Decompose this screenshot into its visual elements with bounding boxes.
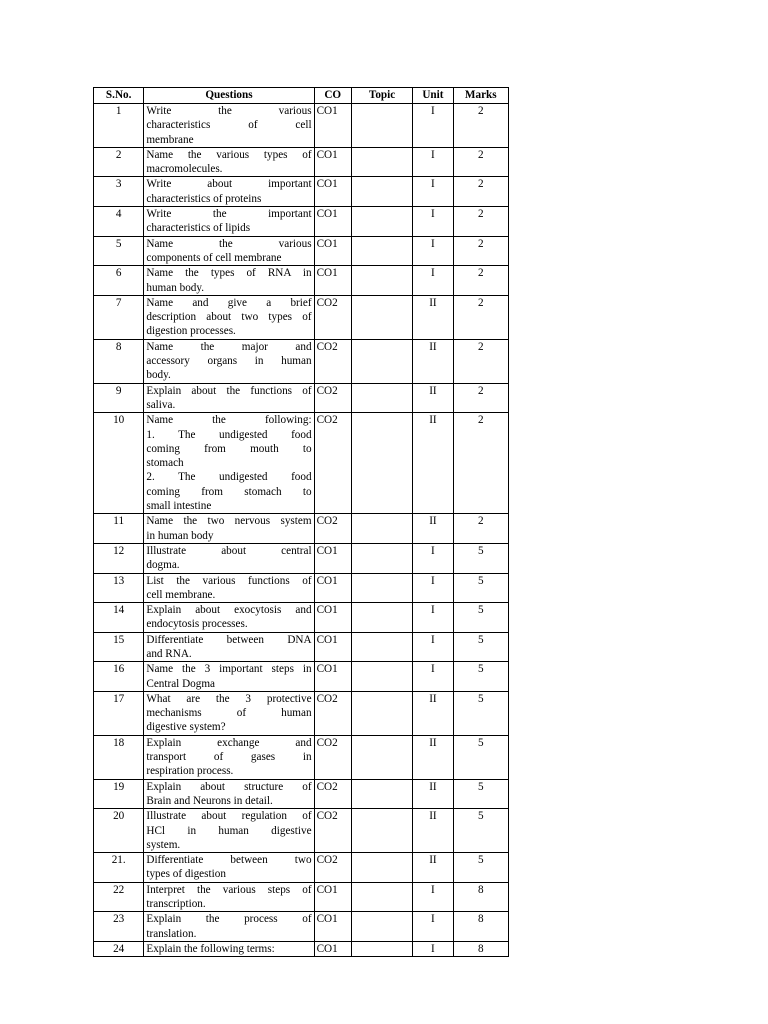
question-text-line: Name the major and <box>146 340 312 353</box>
table-row <box>94 853 509 883</box>
question-cell <box>144 882 314 912</box>
header-questions: Questions <box>144 88 314 104</box>
question-text-line: characteristics of lipids <box>146 222 251 235</box>
question-text-line: coming from stomach to <box>146 485 312 498</box>
serial-number-cell: 10 <box>94 413 144 514</box>
topic-cell <box>351 809 412 853</box>
question-text-line: Interpret the various steps of <box>146 883 312 896</box>
question-text-line: Brain and Neurons in detail. <box>146 794 273 807</box>
course-outcome-cell: CO1 <box>314 207 351 237</box>
question-cell <box>144 632 314 662</box>
question-text-line: cell membrane. <box>146 588 216 601</box>
marks-cell: 8 <box>453 941 508 956</box>
question-text-line: membrane <box>146 133 194 146</box>
unit-cell: I <box>413 207 453 237</box>
question-text-line: Illustrate about regulation of <box>146 810 312 823</box>
question-text-line: dogma. <box>146 559 180 572</box>
marks-cell: 5 <box>453 809 508 853</box>
table-row <box>94 691 509 735</box>
unit-cell: I <box>413 941 453 956</box>
table-body <box>94 104 509 957</box>
table-row <box>94 543 509 573</box>
unit-cell: II <box>413 779 453 809</box>
question-text-line: body. <box>146 369 171 382</box>
topic-cell <box>351 603 412 633</box>
unit-cell: I <box>413 147 453 177</box>
question-cell <box>144 573 314 603</box>
topic-cell <box>351 912 412 942</box>
table-row <box>94 735 509 779</box>
course-outcome-cell: CO1 <box>314 177 351 207</box>
topic-cell <box>351 295 412 339</box>
table-row <box>94 295 509 339</box>
question-cell <box>144 912 314 942</box>
marks-cell: 2 <box>453 295 508 339</box>
unit-cell: II <box>413 853 453 883</box>
header-marks: Marks <box>453 88 508 104</box>
course-outcome-cell: CO2 <box>314 514 351 544</box>
unit-cell: II <box>413 295 453 339</box>
question-text-line: What are the 3 protective <box>146 692 312 705</box>
course-outcome-cell: CO1 <box>314 632 351 662</box>
question-text-line: endocytosis processes. <box>146 618 248 631</box>
question-text-line: Write about important <box>146 178 312 191</box>
question-cell <box>144 735 314 779</box>
topic-cell <box>351 882 412 912</box>
question-bank-table <box>93 87 509 957</box>
question-text-line: Explain about exocytosis and <box>146 604 312 617</box>
question-text-line: description about two types of <box>146 311 312 324</box>
serial-number-cell: 19 <box>94 779 144 809</box>
table-row <box>94 236 509 266</box>
question-text-line: system. <box>146 838 181 851</box>
serial-number-cell: 2 <box>94 147 144 177</box>
question-cell <box>144 809 314 853</box>
topic-cell <box>351 853 412 883</box>
unit-cell: II <box>413 809 453 853</box>
topic-cell <box>351 632 412 662</box>
marks-cell: 2 <box>453 514 508 544</box>
topic-cell <box>351 662 412 692</box>
marks-cell: 5 <box>453 603 508 633</box>
course-outcome-cell: CO1 <box>314 573 351 603</box>
question-text-line: 1. The undigested food <box>146 428 312 441</box>
serial-number-cell: 20 <box>94 809 144 853</box>
question-cell <box>144 779 314 809</box>
question-text-line: Differentiate between DNA <box>146 633 312 646</box>
serial-number-cell: 4 <box>94 207 144 237</box>
question-text-line: Explain about structure of <box>146 780 312 793</box>
question-cell <box>144 853 314 883</box>
serial-number-cell: 13 <box>94 573 144 603</box>
question-cell <box>144 662 314 692</box>
table-row <box>94 514 509 544</box>
table-row <box>94 662 509 692</box>
course-outcome-cell: CO2 <box>314 691 351 735</box>
question-cell <box>144 104 314 148</box>
question-text-line: Name the following: <box>146 414 312 427</box>
marks-cell: 8 <box>453 912 508 942</box>
marks-cell: 2 <box>453 339 508 383</box>
marks-cell: 2 <box>453 236 508 266</box>
serial-number-cell: 5 <box>94 236 144 266</box>
course-outcome-cell: CO1 <box>314 266 351 296</box>
topic-cell <box>351 691 412 735</box>
question-cell <box>144 207 314 237</box>
course-outcome-cell: CO1 <box>314 543 351 573</box>
course-outcome-cell: CO1 <box>314 912 351 942</box>
question-text-line: transport of gases in <box>146 751 312 764</box>
question-text-line: characteristics of cell <box>146 119 312 132</box>
serial-number-cell: 21. <box>94 853 144 883</box>
question-text-line: 2. The undigested food <box>146 471 312 484</box>
question-cell <box>144 295 314 339</box>
question-cell <box>144 339 314 383</box>
unit-cell: I <box>413 882 453 912</box>
course-outcome-cell: CO1 <box>314 236 351 266</box>
question-text-line: Name the types of RNA in <box>146 267 312 280</box>
question-text-line: Write the important <box>146 208 312 221</box>
unit-cell: I <box>413 177 453 207</box>
topic-cell <box>351 207 412 237</box>
unit-cell: II <box>413 339 453 383</box>
question-text-line: Differentiate between two <box>146 854 312 867</box>
topic-cell <box>351 177 412 207</box>
topic-cell <box>351 941 412 956</box>
question-text-line: Name the various <box>146 237 312 250</box>
question-cell <box>144 603 314 633</box>
course-outcome-cell: CO1 <box>314 104 351 148</box>
question-text-line: List the various functions of <box>146 574 312 587</box>
serial-number-cell: 8 <box>94 339 144 383</box>
table-row <box>94 912 509 942</box>
marks-cell: 2 <box>453 266 508 296</box>
unit-cell: I <box>413 104 453 148</box>
serial-number-cell: 22 <box>94 882 144 912</box>
table-row <box>94 147 509 177</box>
unit-cell: I <box>413 662 453 692</box>
course-outcome-cell: CO2 <box>314 735 351 779</box>
table-row <box>94 603 509 633</box>
topic-cell <box>351 543 412 573</box>
marks-cell: 2 <box>453 413 508 514</box>
unit-cell: II <box>413 691 453 735</box>
unit-cell: I <box>413 573 453 603</box>
unit-cell: I <box>413 236 453 266</box>
marks-cell: 2 <box>453 147 508 177</box>
serial-number-cell: 7 <box>94 295 144 339</box>
table-row <box>94 632 509 662</box>
table-row <box>94 413 509 514</box>
question-cell <box>144 177 314 207</box>
question-cell <box>144 236 314 266</box>
table-row <box>94 104 509 148</box>
marks-cell: 5 <box>453 573 508 603</box>
table-row <box>94 207 509 237</box>
topic-cell <box>351 735 412 779</box>
question-text-line: Explain about the functions of <box>146 384 312 397</box>
serial-number-cell: 17 <box>94 691 144 735</box>
topic-cell <box>351 266 412 296</box>
serial-number-cell: 15 <box>94 632 144 662</box>
topic-cell <box>351 779 412 809</box>
question-text-line: components of cell membrane <box>146 251 282 264</box>
serial-number-cell: 6 <box>94 266 144 296</box>
topic-cell <box>351 514 412 544</box>
topic-cell <box>351 236 412 266</box>
table-row <box>94 809 509 853</box>
serial-number-cell: 14 <box>94 603 144 633</box>
marks-cell: 2 <box>453 104 508 148</box>
marks-cell: 5 <box>453 853 508 883</box>
unit-cell: I <box>413 603 453 633</box>
marks-cell: 2 <box>453 383 508 413</box>
serial-number-cell: 18 <box>94 735 144 779</box>
question-cell <box>144 691 314 735</box>
question-text-line: in human body <box>146 529 214 542</box>
question-text-line: Illustrate about central <box>146 544 312 557</box>
header-unit: Unit <box>413 88 453 104</box>
marks-cell: 5 <box>453 735 508 779</box>
course-outcome-cell: CO1 <box>314 603 351 633</box>
serial-number-cell: 23 <box>94 912 144 942</box>
header-topic: Topic <box>351 88 412 104</box>
header-co: CO <box>314 88 351 104</box>
marks-cell: 5 <box>453 779 508 809</box>
marks-cell: 5 <box>453 691 508 735</box>
serial-number-cell: 16 <box>94 662 144 692</box>
question-text-line: human body. <box>146 281 205 294</box>
question-text-line: transcription. <box>146 898 206 911</box>
unit-cell: I <box>413 632 453 662</box>
topic-cell <box>351 104 412 148</box>
unit-cell: II <box>413 735 453 779</box>
table-row <box>94 779 509 809</box>
unit-cell: II <box>413 383 453 413</box>
table-row <box>94 882 509 912</box>
unit-cell: II <box>413 514 453 544</box>
marks-cell: 2 <box>453 207 508 237</box>
serial-number-cell: 24 <box>94 941 144 956</box>
topic-cell <box>351 147 412 177</box>
course-outcome-cell: CO1 <box>314 147 351 177</box>
topic-cell <box>351 573 412 603</box>
question-text-line: saliva. <box>146 398 176 411</box>
course-outcome-cell: CO2 <box>314 779 351 809</box>
question-cell <box>144 413 314 514</box>
question-cell <box>144 266 314 296</box>
course-outcome-cell: CO1 <box>314 662 351 692</box>
course-outcome-cell: CO2 <box>314 383 351 413</box>
question-text-line: Central Dogma <box>146 677 216 690</box>
table-row <box>94 177 509 207</box>
topic-cell <box>351 339 412 383</box>
question-text-line: Name and give a brief <box>146 296 312 309</box>
question-text-line: Name the two nervous system <box>146 515 312 528</box>
marks-cell: 5 <box>453 662 508 692</box>
question-text-line: characteristics of proteins <box>146 192 262 205</box>
unit-cell: I <box>413 266 453 296</box>
table-row <box>94 339 509 383</box>
unit-cell: I <box>413 912 453 942</box>
question-text-line: HCl in human digestive <box>146 824 312 837</box>
course-outcome-cell: CO2 <box>314 853 351 883</box>
course-outcome-cell: CO1 <box>314 941 351 956</box>
question-text-line: respiration process. <box>146 765 234 778</box>
course-outcome-cell: CO2 <box>314 339 351 383</box>
table-row <box>94 941 509 956</box>
question-text-line: Explain exchange and <box>146 736 312 749</box>
question-cell <box>144 543 314 573</box>
course-outcome-cell: CO2 <box>314 413 351 514</box>
question-text-line: macromolecules. <box>146 163 223 176</box>
serial-number-cell: 3 <box>94 177 144 207</box>
question-text-line: digestion processes. <box>146 325 236 338</box>
table-row <box>94 383 509 413</box>
course-outcome-cell: CO2 <box>314 809 351 853</box>
question-text-line: coming from mouth to <box>146 442 312 455</box>
question-text-line: translation. <box>146 927 197 940</box>
serial-number-cell: 11 <box>94 514 144 544</box>
marks-cell: 2 <box>453 177 508 207</box>
table-row <box>94 573 509 603</box>
topic-cell <box>351 383 412 413</box>
marks-cell: 5 <box>453 543 508 573</box>
marks-cell: 5 <box>453 632 508 662</box>
question-text-line: digestive system? <box>146 721 226 734</box>
question-cell <box>144 147 314 177</box>
question-text-line: Write the various <box>146 105 312 117</box>
course-outcome-cell: CO1 <box>314 882 351 912</box>
question-text-line: stomach <box>146 457 184 470</box>
question-text-line: Explain the following terms: <box>146 942 275 955</box>
table-header-row <box>94 88 509 104</box>
serial-number-cell: 12 <box>94 543 144 573</box>
question-text-line: Name the various types of <box>146 148 312 161</box>
serial-number-cell: 9 <box>94 383 144 413</box>
question-text-line: Explain the process of <box>146 913 312 926</box>
question-text-line: accessory organs in human <box>146 355 312 368</box>
question-cell <box>144 383 314 413</box>
course-outcome-cell: CO2 <box>314 295 351 339</box>
topic-cell <box>351 413 412 514</box>
unit-cell: II <box>413 413 453 514</box>
marks-cell: 8 <box>453 882 508 912</box>
question-text-line: Name the 3 important steps in <box>146 663 312 676</box>
question-text-line: small intestine <box>146 500 212 513</box>
question-cell <box>144 514 314 544</box>
table-row <box>94 266 509 296</box>
serial-number-cell: 1 <box>94 104 144 148</box>
unit-cell: I <box>413 543 453 573</box>
question-cell <box>144 941 314 956</box>
question-text-line: types of digestion <box>146 868 226 881</box>
question-text-line: and RNA. <box>146 647 192 660</box>
question-text-line: mechanisms of human <box>146 707 312 720</box>
header-sno: S.No. <box>94 88 144 104</box>
